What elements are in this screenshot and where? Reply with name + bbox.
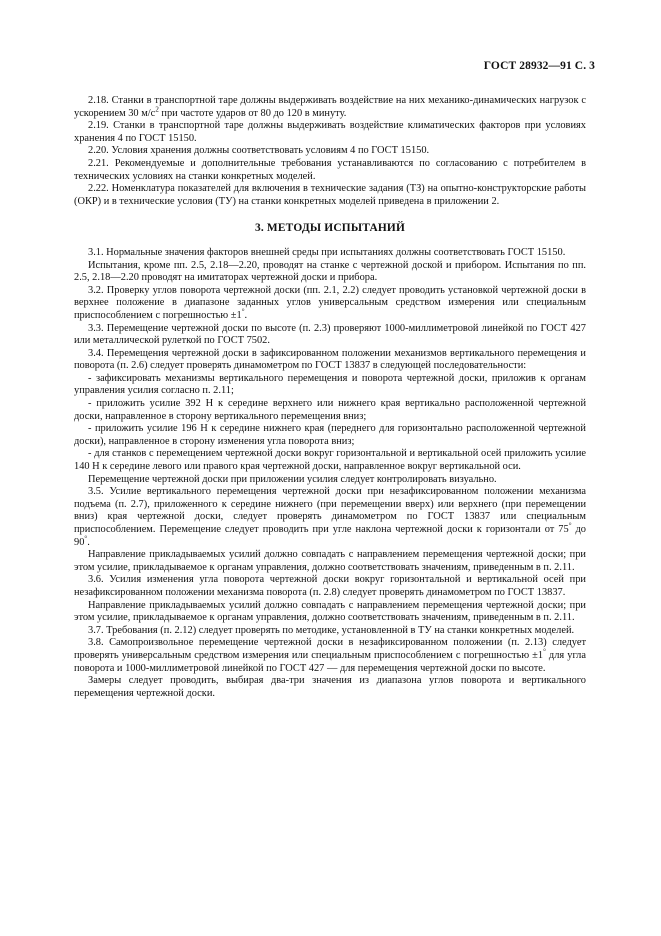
paragraph [74,398,586,423]
paragraph-text: 3.1. Нормальные значения факторов внешней среды при испытаниях должны соответствовать ГОСТ 15150. [88,246,566,258]
superscript: ° [543,647,546,656]
paragraph [74,183,586,208]
paragraph [74,348,586,373]
paragraph [74,120,586,145]
paragraph [74,145,586,158]
running-header: ГОСТ 28932—91 С. 3 [483,60,595,72]
paragraph [74,260,586,285]
paragraph-text: 3.4. Перемещения чертежной доски в зафиксированном положении механизмов вертикального перемещения и поворота (п. 2.6) следует проверять динамометром по ГОСТ 13837 в следующей последовательности: [74,347,586,372]
paragraph-text: Направление прикладываемых усилий должно совпадать с направлением перемещения чертежной доски; при этом усилие, прикладываемое к органам управления, должно соответствовать значениям, приведенным в п. 2.11. [74,599,586,624]
paragraph-text: 3.7. Требования (п. 2.12) следует проверять по методике, установленной в ТУ на станки конкретных моделей. [88,624,575,636]
superscript: ° [241,307,245,316]
paragraph [74,486,586,549]
paragraph-text: - приложить усилие 392 Н к середине верхнего или нижнего края вертикально расположенной чертежной доски, направленное в сторону вертикального перемещения вниз; [74,398,586,422]
paragraph-text: 3.2. Проверку углов поворота чертежной доски (пп. 2.1, 2.2) следует проводить установкой чертежной доски в верхнее положение в диапазоне заданных углов универсальным средством измерения или специальным приспособлением с погрешностью ±1 [74,284,586,321]
page-body [74,95,586,700]
superscript: 2 [155,105,159,114]
paragraph-text: - для станков с перемещением чертежной доски вокруг горизонтальной и вертикальной осей приложить усилие 140 Н к середине левого или правого края чертежной доски, направленное вокруг вертикальной оси. [74,448,586,473]
paragraph-text: . [244,309,248,321]
paragraph-text: 3.8. Самопроизвольное перемещение чертежной доски в незафиксированном положении (п. 2.13) следует проверять универсальным средством измерения или специальным приспособлением с погрешностью ±1 [74,637,586,661]
paragraph [74,423,586,448]
paragraph-text: - зафиксировать механизмы вертикального перемещения и поворота чертежной доски, приложив к органам управления усилия согласно п. 2.11; [74,372,586,397]
paragraph [74,448,586,473]
requirements-block [74,95,586,208]
paragraph-text: - приложить усилие 196 Н к середине нижнего края (переднего для горизонтально расположенной чертежной доски), направленное в сторону изменения угла поворота вниз; [74,423,586,447]
paragraph-text: при частоте ударов от 80 до 120 в минуту. [158,107,347,119]
paragraph-text: Направление прикладываемых усилий должно совпадать с направлением перемещения чертежной доски; при этом усилие, прикладываемое к органам управления, должно соответствовать значениям, приведенным в п. 2.11. [74,549,586,573]
paragraph-text: 3.5. Усилие вертикального перемещения чертежной доски при незафиксированном положении механизма подъема (п. 2.7), приложенного к середине нижнего (при перемещении вверх) или верхнего (при перемещении вниз) края чертежной доски, следует проверять динамометром по ГОСТ 13837 или специальным приспособлением. Перемещение следует проводить при угле наклона чертежной доски к горизонтали от 75 [74,486,586,535]
paragraph-text: до 90 [74,524,586,548]
paragraph [74,675,586,700]
paragraph [74,158,586,183]
paragraph [74,95,586,120]
section-heading: 3. МЕТОДЫ ИСПЫТАНИЙ [254,222,406,235]
paragraph [74,247,586,260]
paragraph-text: для угла поворота и 1000-миллиметровой линейкой по ГОСТ 427 — для перемещения чертежной доски по высоте. [74,649,586,674]
paragraph [74,323,586,348]
paragraph-text: 3.6. Усилия изменения угла поворота чертежной доски вокруг горизонтальной и вертикальной осей при незафиксированном положении механизма поворота (п. 2.8) следует проверять динамометром по ГОСТ 13837. [74,574,586,598]
paragraph-text: 2.20. Условия хранения должны соответствовать условиям 4 по ГОСТ 15150. [88,145,430,157]
paragraph [74,549,586,574]
paragraph [74,474,586,487]
paragraph-text: 3.3. Перемещение чертежной доски по высоте (п. 2.3) проверяют 1000-миллиметровой линейкой по ГОСТ 427 или металлической рулеткой по ГОСТ 7502. [74,322,586,347]
paragraph [74,574,586,599]
paragraph [74,637,586,675]
paragraph [74,600,586,625]
superscript: ° [568,521,572,530]
paragraph-text: 2.22. Номенклатура показателей для включения в технические задания (ТЗ) на опытно-конструкторские работы (ОКР) и в технические условия (ТУ) на станки конкретных моделей приведена в приложении 2. [74,183,586,207]
paragraph [74,285,586,323]
paragraph-text: 2.19. Станки в транспортной таре должны выдерживать воздействие климатических факторов при условиях хранения 4 по ГОСТ 15150. [74,120,586,144]
paragraph-text: Перемещение чертежной доски при приложении усилия следует контролировать визуально. [88,473,497,485]
paragraph-text: . [87,536,90,548]
paragraph-text: Замеры следует проводить, выбирая два-три значения из диапазона углов поворота и вертикального перемещения чертежной доски. [74,675,586,699]
paragraph [74,625,586,638]
paragraph-text: Испытания, кроме пп. 2.5, 2.18—2.20, проводят на станке с чертежной доской и прибором. Испытания по пп. 2.5, 2.18—2.20 проводят на имитаторах чертежной доски и прибора. [74,259,586,284]
superscript: ° [84,534,88,543]
test-methods-block [74,247,586,700]
paragraph-text: 2.18. Станки в транспортной таре должны выдерживать воздействие на них механико-динамических нагрузок с ускорением 30 м/с [74,95,586,119]
paragraph-text: 2.21. Рекомендуемые и дополнительные требования устанавливаются по согласованию с потребителем в технических условиях на станки конкретных моделей. [74,157,586,182]
paragraph [74,373,586,398]
